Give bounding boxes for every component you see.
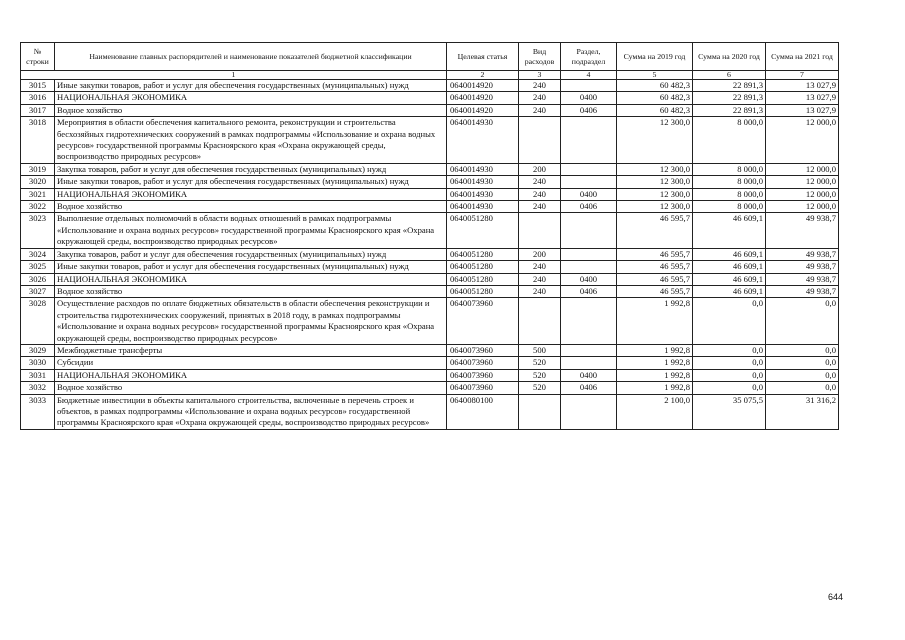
row-sum-2021: 31 316,2 xyxy=(766,394,839,429)
table-row xyxy=(21,248,839,260)
row-sum-2021: 0,0 xyxy=(766,369,839,381)
row-sum-2020: 8 000,0 xyxy=(693,117,766,164)
budget-table-sheet xyxy=(20,42,838,430)
row-target-code: 0640051280 xyxy=(447,248,519,260)
row-name: НАЦИОНАЛЬНАЯ ЭКОНОМИКА xyxy=(55,369,447,381)
row-number: 3017 xyxy=(21,104,55,116)
header-target: Целевая статья xyxy=(447,43,519,71)
row-sum-2020: 8 000,0 xyxy=(693,163,766,175)
row-name: Осуществление расходов по оплате бюджетных обязательств в области обеспечения реконструкции и строительства гидротехнических сооружений, принятых в 2018 году, в рамках подпрограммы «Использование и охрана водных ресурсов» государственной программы Красноярского края «Охрана окружающей среды, воспроизводство природных ресурсов» xyxy=(55,298,447,345)
table-row xyxy=(21,394,839,429)
row-number: 3022 xyxy=(21,201,55,213)
row-sum-2021: 12 000,0 xyxy=(766,201,839,213)
row-number: 3033 xyxy=(21,394,55,429)
row-sum-2019: 60 482,3 xyxy=(617,104,693,116)
row-sum-2021: 49 938,7 xyxy=(766,285,839,297)
row-sum-2021: 49 938,7 xyxy=(766,248,839,260)
header-sum-2021: Сумма на 2021 год xyxy=(766,43,839,71)
row-number: 3024 xyxy=(21,248,55,260)
header-sum-2020: Сумма на 2020 год xyxy=(693,43,766,71)
row-target-code: 0640073960 xyxy=(447,344,519,356)
row-target-code: 0640051280 xyxy=(447,261,519,273)
row-sum-2021: 49 938,7 xyxy=(766,273,839,285)
row-section xyxy=(561,176,617,188)
table-row xyxy=(21,176,839,188)
header-section: Раздел, подраздел xyxy=(561,43,617,71)
row-name: Межбюджетные трансферты xyxy=(55,344,447,356)
header-row xyxy=(21,43,839,71)
row-sum-2021: 0,0 xyxy=(766,382,839,394)
row-sum-2021: 12 000,0 xyxy=(766,176,839,188)
row-target-code: 0640014920 xyxy=(447,80,519,92)
row-sum-2019: 12 300,0 xyxy=(617,201,693,213)
row-section xyxy=(561,117,617,164)
row-target-code: 0640073960 xyxy=(447,298,519,345)
row-number: 3020 xyxy=(21,176,55,188)
row-sum-2020: 0,0 xyxy=(693,344,766,356)
row-expense-type xyxy=(519,394,561,429)
column-number: 2 xyxy=(447,71,519,80)
row-expense-type: 240 xyxy=(519,201,561,213)
row-number: 3029 xyxy=(21,344,55,356)
row-expense-type: 520 xyxy=(519,357,561,369)
row-section: 0406 xyxy=(561,285,617,297)
row-expense-type: 240 xyxy=(519,176,561,188)
row-section: 0400 xyxy=(561,273,617,285)
row-sum-2020: 22 891,3 xyxy=(693,104,766,116)
row-name: Бюджетные инвестиции в объекты капитального строительства, включенные в перечень строек и объектов, в рамках подпрограммы «Использование и охрана водных ресурсов» государственной программы Красноярского края «Охрана окружающей среды, воспроизводство природных ресурсов» xyxy=(55,394,447,429)
row-section xyxy=(561,394,617,429)
row-name: Закупка товаров, работ и услуг для обеспечения государственных (муниципальных) нужд xyxy=(55,248,447,260)
row-name: Иные закупки товаров, работ и услуг для обеспечения государственных (муниципальных) нужд xyxy=(55,80,447,92)
row-target-code: 0640014930 xyxy=(447,188,519,200)
row-section: 0400 xyxy=(561,369,617,381)
table-row xyxy=(21,369,839,381)
row-expense-type: 200 xyxy=(519,163,561,175)
row-sum-2020: 46 609,1 xyxy=(693,273,766,285)
header-type: Вид расходов xyxy=(519,43,561,71)
row-name: НАЦИОНАЛЬНАЯ ЭКОНОМИКА xyxy=(55,273,447,285)
row-expense-type: 240 xyxy=(519,261,561,273)
table-row xyxy=(21,80,839,92)
row-number: 3023 xyxy=(21,213,55,248)
table-row xyxy=(21,92,839,104)
row-number: 3031 xyxy=(21,369,55,381)
row-name: Субсидии xyxy=(55,357,447,369)
row-expense-type: 240 xyxy=(519,104,561,116)
row-number: 3032 xyxy=(21,382,55,394)
row-sum-2019: 46 595,7 xyxy=(617,285,693,297)
row-sum-2021: 0,0 xyxy=(766,298,839,345)
row-expense-type xyxy=(519,298,561,345)
row-expense-type: 240 xyxy=(519,285,561,297)
row-target-code: 0640073960 xyxy=(447,382,519,394)
row-target-code: 0640014930 xyxy=(447,163,519,175)
table-row xyxy=(21,285,839,297)
row-sum-2020: 8 000,0 xyxy=(693,201,766,213)
row-number: 3030 xyxy=(21,357,55,369)
column-number: 4 xyxy=(561,71,617,80)
row-sum-2020: 22 891,3 xyxy=(693,92,766,104)
row-sum-2020: 0,0 xyxy=(693,369,766,381)
row-sum-2020: 0,0 xyxy=(693,298,766,345)
row-sum-2019: 60 482,3 xyxy=(617,80,693,92)
row-expense-type: 240 xyxy=(519,80,561,92)
row-expense-type: 240 xyxy=(519,188,561,200)
column-number: 6 xyxy=(693,71,766,80)
row-expense-type xyxy=(519,117,561,164)
row-section xyxy=(561,248,617,260)
row-expense-type: 520 xyxy=(519,369,561,381)
row-number: 3016 xyxy=(21,92,55,104)
row-section: 0400 xyxy=(561,188,617,200)
row-sum-2020: 0,0 xyxy=(693,357,766,369)
row-name: Водное хозяйство xyxy=(55,285,447,297)
row-sum-2020: 46 609,1 xyxy=(693,248,766,260)
row-sum-2020: 22 891,3 xyxy=(693,80,766,92)
row-section xyxy=(561,344,617,356)
row-target-code: 0640014920 xyxy=(447,104,519,116)
row-sum-2021: 49 938,7 xyxy=(766,261,839,273)
row-section: 0406 xyxy=(561,201,617,213)
column-number: 7 xyxy=(766,71,839,80)
row-sum-2019: 1 992,8 xyxy=(617,369,693,381)
row-number: 3015 xyxy=(21,80,55,92)
table-row xyxy=(21,201,839,213)
row-expense-type: 520 xyxy=(519,382,561,394)
row-target-code: 0640051280 xyxy=(447,213,519,248)
row-sum-2020: 8 000,0 xyxy=(693,176,766,188)
header-row-no: № строки xyxy=(21,43,55,71)
table-row xyxy=(21,117,839,164)
row-sum-2019: 46 595,7 xyxy=(617,273,693,285)
row-target-code: 0640051280 xyxy=(447,285,519,297)
column-number: 1 xyxy=(21,71,447,80)
row-sum-2020: 46 609,1 xyxy=(693,261,766,273)
row-sum-2019: 1 992,8 xyxy=(617,382,693,394)
row-target-code: 0640051280 xyxy=(447,273,519,285)
row-sum-2019: 46 595,7 xyxy=(617,261,693,273)
column-numbers-row xyxy=(21,71,839,80)
row-expense-type xyxy=(519,213,561,248)
row-target-code: 0640014920 xyxy=(447,92,519,104)
row-number: 3025 xyxy=(21,261,55,273)
row-number: 3028 xyxy=(21,298,55,345)
row-section xyxy=(561,298,617,345)
header-name: Наименование главных распорядителей и наименование показателей бюджетной классификации xyxy=(55,43,447,71)
row-sum-2021: 0,0 xyxy=(766,357,839,369)
table-body xyxy=(21,80,839,430)
row-sum-2021: 13 027,9 xyxy=(766,80,839,92)
row-target-code: 0640073960 xyxy=(447,357,519,369)
row-name: Выполнение отдельных полномочий в области водных отношений в рамках подпрограммы «Использование и охрана водных ресурсов» государственной программы Красноярского края «Охрана окружающей среды, воспроизводство природных ресурсов» xyxy=(55,213,447,248)
row-target-code: 0640080100 xyxy=(447,394,519,429)
row-name: Мероприятия в области обеспечения капитального ремонта, реконструкции и строительства бесхозяйных гидротехнических сооружений в рамках подпрограммы «Использование и охрана водных ресурсов» государственной программы Красноярского края «Охрана окружающей среды, воспроизводство природных ресурсов» xyxy=(55,117,447,164)
table-row xyxy=(21,382,839,394)
row-section: 0400 xyxy=(561,92,617,104)
row-target-code: 0640014930 xyxy=(447,117,519,164)
row-expense-type: 240 xyxy=(519,273,561,285)
row-section: 0406 xyxy=(561,382,617,394)
table-row xyxy=(21,163,839,175)
row-sum-2021: 13 027,9 xyxy=(766,92,839,104)
row-number: 3021 xyxy=(21,188,55,200)
row-section: 0406 xyxy=(561,104,617,116)
row-sum-2019: 60 482,3 xyxy=(617,92,693,104)
row-sum-2021: 12 000,0 xyxy=(766,117,839,164)
row-sum-2019: 1 992,8 xyxy=(617,298,693,345)
header-sum-2019: Сумма на 2019 год xyxy=(617,43,693,71)
row-name: Иные закупки товаров, работ и услуг для обеспечения государственных (муниципальных) нужд xyxy=(55,176,447,188)
row-target-code: 0640014930 xyxy=(447,201,519,213)
row-sum-2020: 35 075,5 xyxy=(693,394,766,429)
row-target-code: 0640014930 xyxy=(447,176,519,188)
column-number: 5 xyxy=(617,71,693,80)
table-row xyxy=(21,273,839,285)
row-name: Водное хозяйство xyxy=(55,382,447,394)
row-sum-2021: 49 938,7 xyxy=(766,213,839,248)
row-sum-2020: 0,0 xyxy=(693,382,766,394)
row-number: 3026 xyxy=(21,273,55,285)
row-number: 3019 xyxy=(21,163,55,175)
budget-table xyxy=(20,42,839,430)
table-row xyxy=(21,298,839,345)
row-sum-2019: 46 595,7 xyxy=(617,213,693,248)
table-row xyxy=(21,357,839,369)
row-sum-2020: 46 609,1 xyxy=(693,285,766,297)
row-sum-2020: 8 000,0 xyxy=(693,188,766,200)
row-section xyxy=(561,80,617,92)
row-sum-2019: 1 992,8 xyxy=(617,357,693,369)
row-section xyxy=(561,163,617,175)
table-row xyxy=(21,213,839,248)
row-expense-type: 500 xyxy=(519,344,561,356)
row-sum-2021: 13 027,9 xyxy=(766,104,839,116)
row-sum-2019: 2 100,0 xyxy=(617,394,693,429)
row-sum-2019: 46 595,7 xyxy=(617,248,693,260)
row-sum-2021: 0,0 xyxy=(766,344,839,356)
row-sum-2021: 12 000,0 xyxy=(766,188,839,200)
row-sum-2019: 12 300,0 xyxy=(617,163,693,175)
table-row xyxy=(21,104,839,116)
row-name: Закупка товаров, работ и услуг для обеспечения государственных (муниципальных) нужд xyxy=(55,163,447,175)
row-sum-2019: 12 300,0 xyxy=(617,117,693,164)
row-target-code: 0640073960 xyxy=(447,369,519,381)
row-expense-type: 240 xyxy=(519,92,561,104)
row-name: НАЦИОНАЛЬНАЯ ЭКОНОМИКА xyxy=(55,92,447,104)
row-expense-type: 200 xyxy=(519,248,561,260)
row-sum-2019: 12 300,0 xyxy=(617,188,693,200)
column-number: 3 xyxy=(519,71,561,80)
row-name: Иные закупки товаров, работ и услуг для обеспечения государственных (муниципальных) нужд xyxy=(55,261,447,273)
row-name: Водное хозяйство xyxy=(55,201,447,213)
row-sum-2019: 12 300,0 xyxy=(617,176,693,188)
row-number: 3027 xyxy=(21,285,55,297)
row-sum-2020: 46 609,1 xyxy=(693,213,766,248)
row-section xyxy=(561,213,617,248)
row-sum-2019: 1 992,8 xyxy=(617,344,693,356)
table-row xyxy=(21,344,839,356)
row-name: Водное хозяйство xyxy=(55,104,447,116)
table-row xyxy=(21,188,839,200)
row-section xyxy=(561,357,617,369)
page-number: 644 xyxy=(828,592,844,602)
row-number: 3018 xyxy=(21,117,55,164)
row-sum-2021: 12 000,0 xyxy=(766,163,839,175)
table-row xyxy=(21,261,839,273)
row-section xyxy=(561,261,617,273)
row-name: НАЦИОНАЛЬНАЯ ЭКОНОМИКА xyxy=(55,188,447,200)
